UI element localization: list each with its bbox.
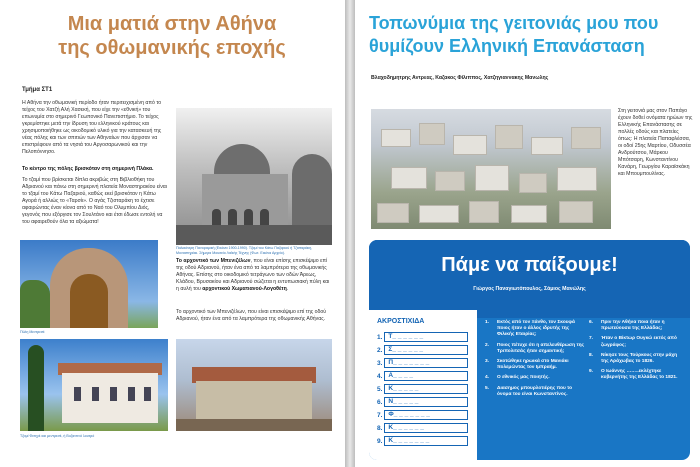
acrostic-row[interactable]: 7. Φ_ _ _ _ _ _ _ [377,410,471,421]
street-names-text: Στη γειτονιά μας στον Παπάγο έχουν δοθεί ονόματα ηρώων της Ελληνικής Επανάστασης σε πολλές οδούς και πλατείες όπως: Η πλατεία Παπαφλέσσα, οι οδοί 25ης Μαρτίου, Οδυσσέα Ανδρούτσου, Μάρκου Μπότσαρη, Κωνσταντίνου Κανάρη, Γεωργίου Καραϊσκάκη και Μπουμπουλίνας. [618,108,693,177]
clues-column-2 [589,320,685,386]
section-label: Τμήμα ΣΤ1 [22,87,53,93]
game-title: Πάμε να παίξουμε! [441,254,618,276]
acrostic-row[interactable]: 9. Κ_ _ _ _ _ _ _ [377,436,471,447]
clue-item: 2. Ποιος πέτυχε ότι η απελευθέρωση της Τριπολιτσάς ήταν σημαντική; [485,342,585,354]
mosque-paragraph: Το τζαμί που βρίσκεται δίπλα ακριβώς στη Βιβλιοθήκη του Αδριανού και πάνω στη σημερινή πλατεία Μοναστηρακίου είναι το τζαμί του Κάτω Παζαριού, καθώς εκεί βρισκόταν η Κάτω Αγορά ή αλλιώς το «Ταρσίι». Ο αγάς Τζισταράκη το έχτισε αφαιρώντας έναν κίονα από το Ναό του Ολυμπίου Διός, γεγονός που εξόργισε τον Σουλτάνο και έτσι έδωσε εντολή να του αφαιρεθούν όλα τα αξιώματα! [22,177,167,225]
right-page-title [369,12,689,58]
benizelos-paragraph: Το αρχοντικό των Μπενιζέλων, που είναι επίσης επισκέψιμο επί της οδού Αδριανού, ήταν ένα από τα λαμπρότερα της οθωμανικής Αθήνας. Επίσης στο οικοδομικό τετράγωνο των οδών Άρεως, Κλάδου, Βρυσακίου και Αδριανού σώζεται η εντυπωσιακή πύλη και η αυλή του αρχοντικού Χωματιανού-Λογοθέτη. [176,258,330,292]
mosque-photo [176,108,332,245]
aerial-neighborhood-photo [371,109,611,229]
acrostic-title: ΑΚΡΟΣΤΙΧΙΔΑ [377,318,425,325]
acrostic-row[interactable]: 5. Κ_ _ _ _ _ [377,384,471,395]
clue-item: 4. Ο εθνικός μας ποιητής. [485,375,550,381]
clue-item: 1. Εκτός από τον Ξάνθο, τον Σκουφά ποιος ήταν ο άλλος ιδρυτής της Φιλικής Εταιρίας; [485,320,575,338]
game-panel [369,240,690,460]
acrostic-row[interactable]: 2. Σ_ _ _ _ _ _ [377,345,471,356]
acrostic-row[interactable]: 1. Τ_ _ _ _ _ _ [377,332,471,343]
left-page-title [12,12,332,60]
acrostic-panel [369,310,477,460]
mosque-caption: Παλαιότερη Πανοραμική (Εικόνα 1900-1990). Τζαμί του Κάτω Παζαριού ή Τζισταράκη, Μοναστηράκι. Σήμερα Μουσείο Λαϊκής Τέχνης (Φωτ. Εικόνα Αρχείο). [176,246,313,255]
acrostic-row[interactable]: 8. Κ_ _ _ _ _ _ [377,423,471,434]
clues-column-1 [485,320,585,402]
mansion-photo [176,339,332,431]
acrostic-row[interactable]: 3. Π_ _ _ _ _ _ _ [377,358,471,369]
game-header [369,240,690,318]
gate-photo [20,240,158,328]
left-page [0,0,345,467]
acrostic-row[interactable]: 6. Ν_ _ _ _ _ [377,397,471,408]
left-title-line1: Μια ματιά στην Αθήνα [67,13,277,35]
clue-item: 7. Ήταν ο Βίκτωρ Ουγκώ εκτός από ζωγράφος; [589,336,677,348]
right-title-line2: θυμίζουν Ελληνική Επανάσταση [369,36,645,56]
clue-item: 8. Νίκησε τους Τούρκους στην μάχη της Αράχωβας το 1826. [589,352,678,365]
fethiye-caption: Τζαμί Φετιχιέ και μεντρεσέ, ή Βυζαντινό λουτρό [20,434,95,438]
left-title-line2: της οθωμανικής εποχής [58,37,286,59]
clue-item: 9. Ο Ιωάννης ……..εκλέχτηκε κυβερνήτης της Ελλάδας το 1821. [589,369,678,381]
gate-caption: Πύλη Μεντρεσέ [20,330,45,334]
fethiye-mosque-photo [20,339,168,431]
clue-item: 3. Σκοτώθηκε ηρωικά στο Μανιάκι πολεμώντας τον Ιμπραήμ. [485,359,569,371]
subheading: Το κέντρο της πόλης βρισκόταν στη σημερινή Πλάκα. [22,166,154,172]
game-authors: Γιώργος Παναγιωτόπουλος, Σάμιος Μανώλης [473,286,586,292]
clue-item: 5. Διασημος μπουρλοτιέρης που το όνομα του είναι Κωνσταντίνος. [485,385,573,397]
clue-item: 6. Πριν την Αθήνα ποια ήταν η πρωτεύουσα της Ελλάδας; [589,320,665,332]
intro-paragraph: Η Αθήνα την οθωμανική περίοδο ήταν περιτειχισμένη από το τείχος του Χατζή Αλή Χασεκή, που είχε την «εθνική» του επωνυμία στο σημερινό Γεωπονικό Πανεπιστήμιο. Το τείχος γκρεμίστηκε μετά την ίδρυση του ελληνικού κράτους και χρησιμοποιήθηκε ως οικοδομικό υλικό για την κατασκευή της νέας πόλης και των σπιτιών των Αθηναίων που άρχισαν να επιστρέφουν από τα νησιά του Αργοσαρωνικού και την Πελοπόννησο. [22,100,162,155]
benizelos-paragraph-2: Το αρχοντικό των Μπενιζέλων, που είναι επισκέψιμο επί της οδού Αδριανού, ήταν ένα από τα λαμπρότερα της οθωμανικής Αθήνας. [176,309,327,322]
right-page [355,0,700,467]
right-title-line1: Τοπωνύμια της γειτονιάς μου που [369,13,659,33]
page-gutter [345,0,355,467]
article-authors: Βλαχοδημητρης Αντρεας, Καζακος Φίλιππος, Χατζηγιαννακης Μανωλης [371,75,549,81]
acrostic-row[interactable]: 4. Α_ _ _ _ [377,371,471,382]
